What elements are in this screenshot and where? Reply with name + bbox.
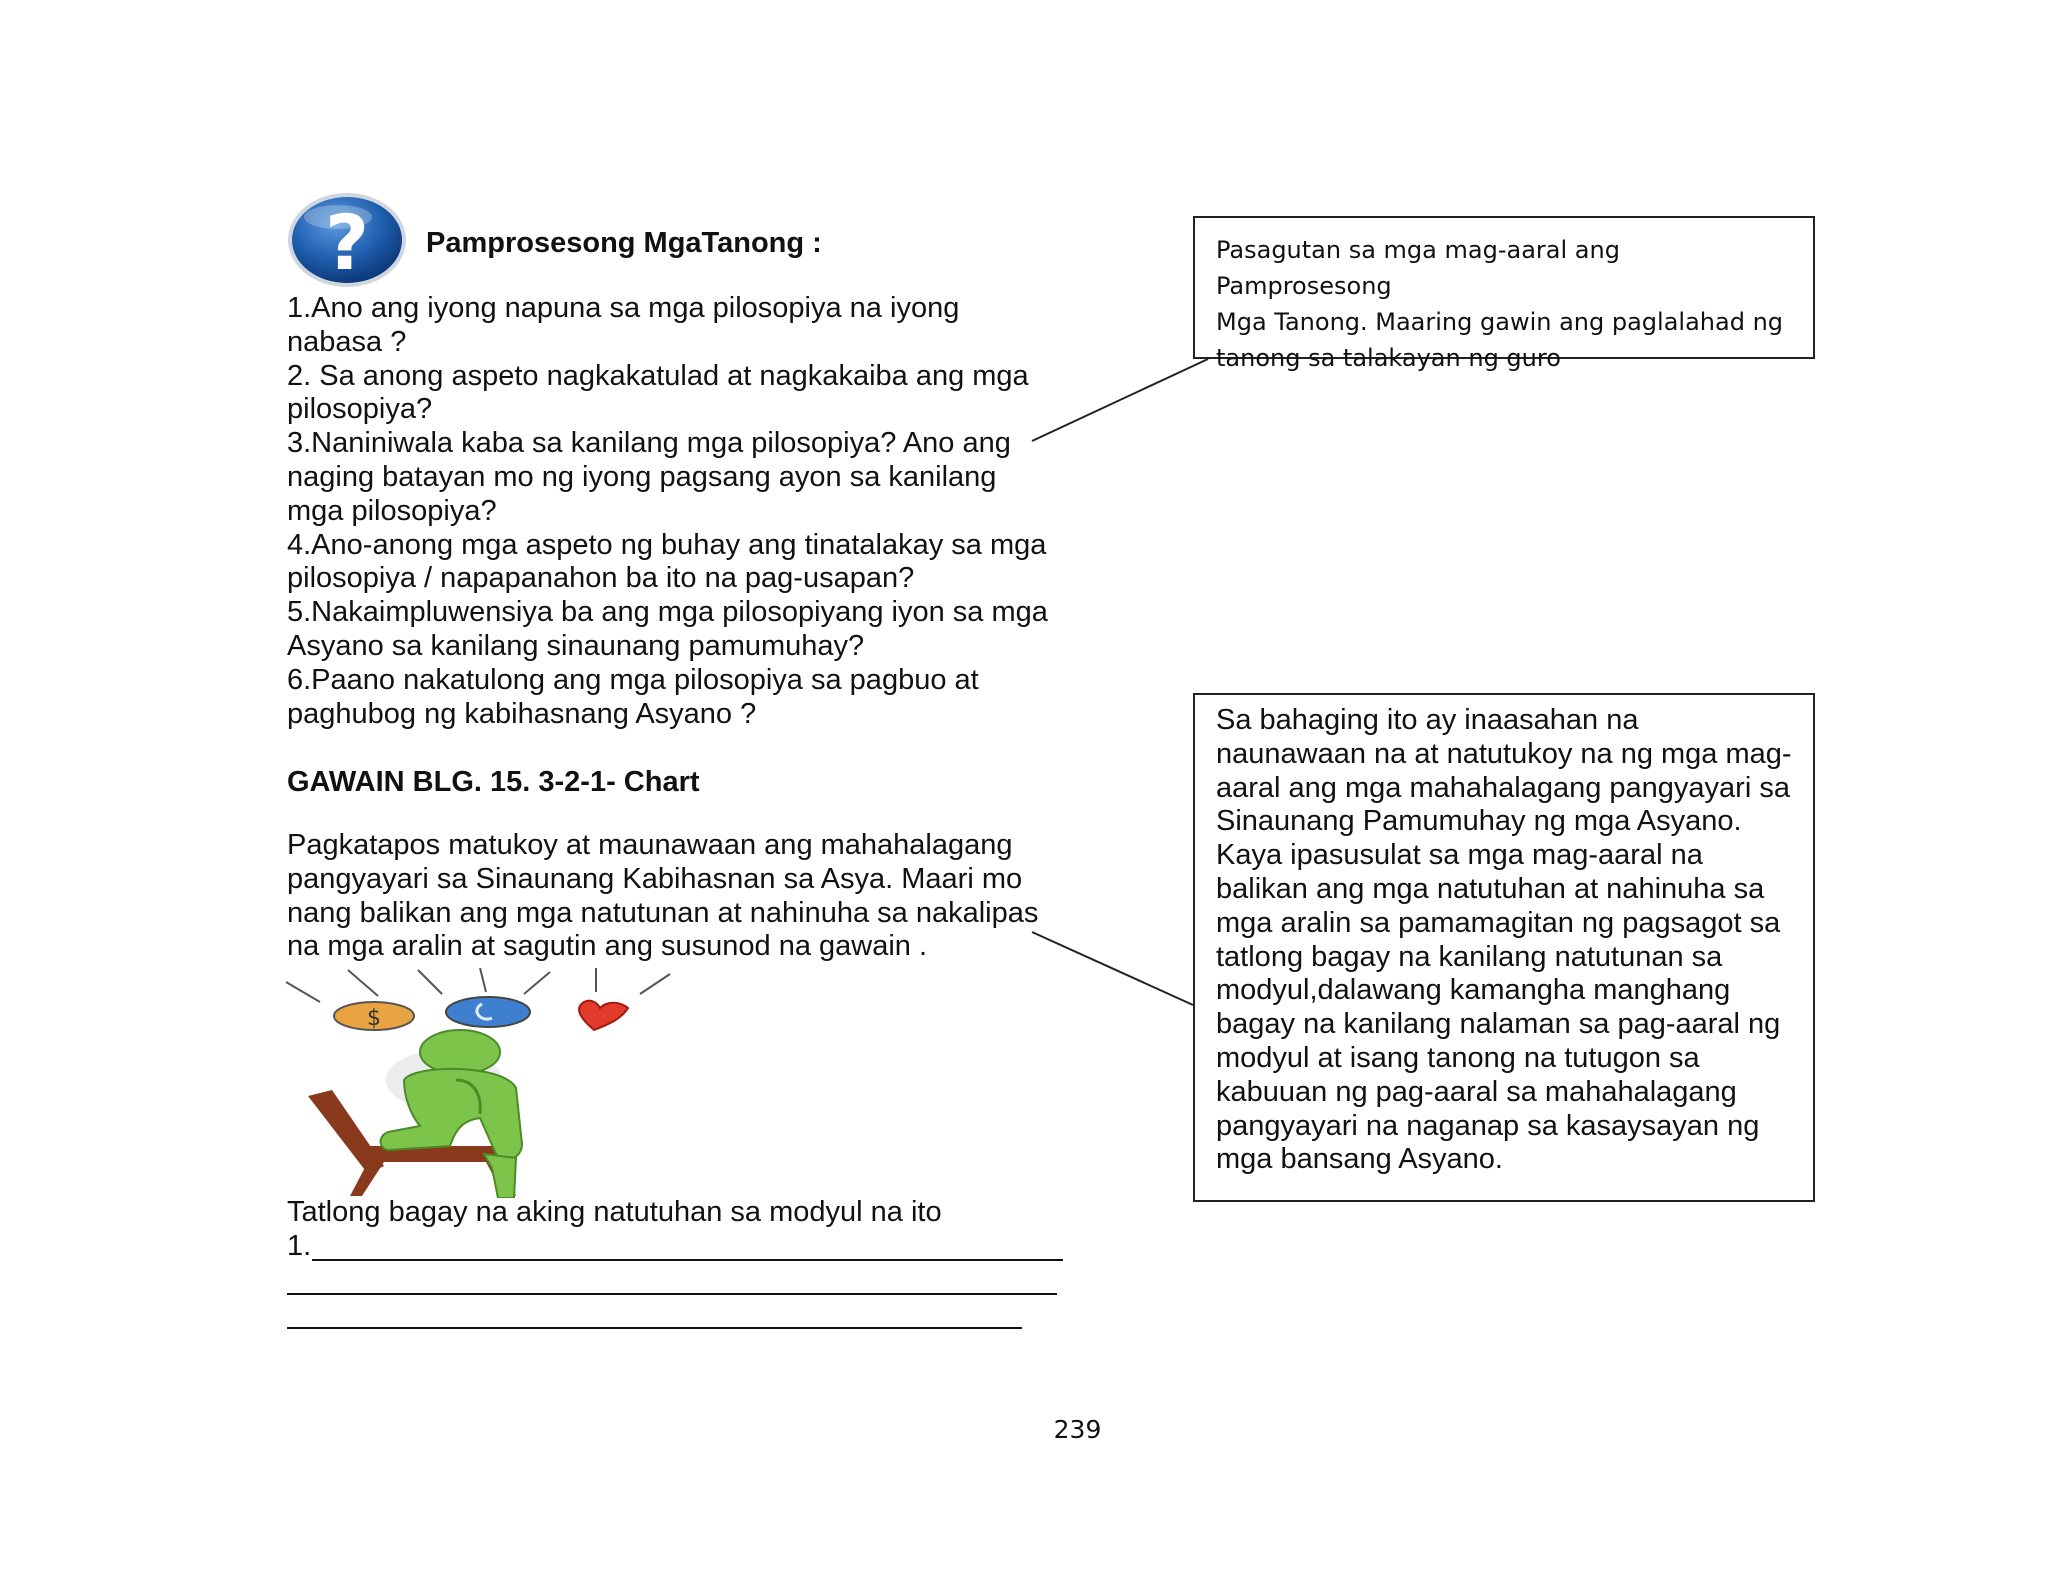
question-list [287, 292, 1067, 731]
section-title: Pamprosesong MgaTanong : [426, 227, 822, 259]
page-number: 239 [1053, 1415, 1102, 1444]
question-item: 5.Nakaimpluwensiya ba ang mga pilosopiyang iyon sa mga Asyano sa kanilang sinaunang pamumuhay? [287, 596, 1048, 662]
question-item: 3.Naniniwala kaba sa kanilang mga pilosopiya? Ano ang naging batayan mo ng iyong pagsang ayon sa kanilang mga pilosopiya? [287, 427, 1011, 527]
answer-line [287, 1293, 1057, 1295]
answer-item-number: 1. [287, 1230, 312, 1262]
answer-line [312, 1259, 1063, 1261]
teacher-note-text: Pasagutan sa mga mag-aaral ang Pamprosesong Mga Tanong. Maaring gawin ang paglalahad ng tanong sa talakayan ng guro [1216, 236, 1784, 372]
question-item: 4.Ano-anong mga aspeto ng buhay ang tinatalakay sa mga pilosopiya / napapanahon ba ito na pag-usapan? [287, 528, 1047, 595]
prompt-text: Tatlong bagay na aking natutuhan sa modyul na ito [287, 1196, 942, 1228]
activity-description: Pagkatapos matukoy at maunawaan ang mahahalagang pangyayari sa Sinaunang Kabihasnan sa Asya. Maari mo nang balikan ang mga natutunan at nahinuha sa nakalipas na mga aralin at sagutin ang susunod na gawain . [287, 829, 1039, 963]
answer-line [287, 1327, 1022, 1329]
teacher-note-box [1193, 216, 1815, 372]
teacher-note-text: Sa bahaging ito ay inaasahan na naunawaan na at natutukoy na ng mga mag- aaral ang mga mahahalagang pangyayari sa Sinaunang Pamumuhay ng mga Asyano. Kaya ipasusulat sa mga mag-aaral na balikan ang mga natutuhan at nahinuha sa mga aralin sa pamamagitan ng pagsagot sa tatlong bagay na kanilang natutunan sa modyul,dalawang kamangha manghang bagay na kanilang nalaman sa pag-aaral ng modyul at isang tanong na tutugon sa kabuuan ng pag-aaral sa mahahalagang pangyayari na naganap sa kasaysayan ng mga bansang Asyano. [1216, 704, 1792, 1176]
svg-text:?: ? [324, 198, 370, 287]
teacher-note-box [1193, 693, 1815, 1202]
svg-text:$: $ [367, 1006, 381, 1031]
thinking-person-illustration [284, 968, 684, 1198]
question-item: 1.Ano ang iyong napuna sa mga pilosopiya na iyong nabasa ? [287, 292, 960, 358]
question-item: 6.Paano nakatulong ang mga pilosopiya sa pagbuo at paghubog ng kabihasnang Asyano ? [287, 663, 979, 730]
question-item: 2. Sa anong aspeto nagkakatulad at nagkakaiba ang mga pilosopiya? [287, 359, 1029, 426]
question-mark-icon [286, 191, 408, 289]
activity-title: GAWAIN BLG. 15. 3-2-1- Chart [287, 766, 700, 798]
